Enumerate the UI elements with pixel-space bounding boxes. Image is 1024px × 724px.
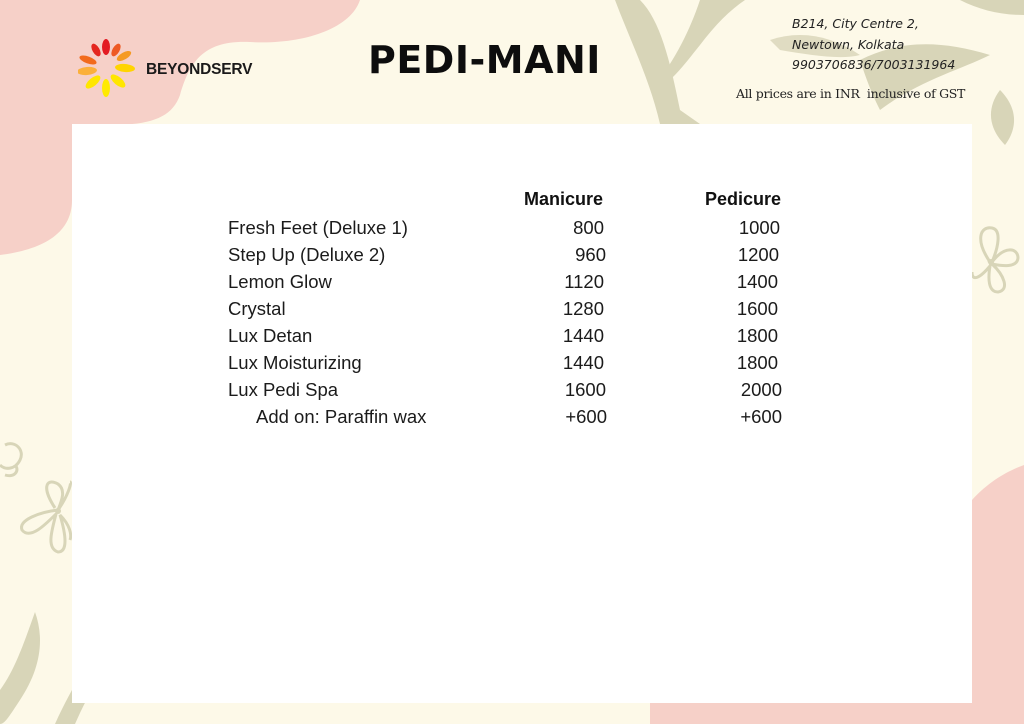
column-header-manicure: Manicure: [524, 189, 604, 209]
manicure-price: 1120: [564, 271, 604, 292]
flower-outline-left: [0, 444, 71, 552]
service-name: Step Up (Deluxe 2): [228, 244, 386, 265]
manicure-price: 800: [573, 217, 604, 238]
manicure-price: 1440: [562, 352, 604, 373]
pedicure-price: 2000: [740, 379, 782, 400]
table-row: [228, 325, 828, 352]
service-name: Fresh Feet (Deluxe 1): [228, 217, 408, 238]
manicure-price: 1280: [562, 298, 604, 319]
table-row: [228, 379, 828, 406]
pedicure-price: +600: [740, 406, 782, 427]
table-row: [228, 352, 828, 379]
manicure-price: 1600: [564, 379, 606, 400]
pedicure-price: 1400: [736, 271, 778, 292]
page-title: PEDI-MANI: [368, 38, 601, 82]
pedicure-price: 1600: [736, 298, 778, 319]
table-row: [228, 298, 828, 325]
address-line: Newtown, Kolkata: [792, 36, 905, 52]
brand-name: BEYONDSERV: [146, 61, 253, 78]
flower-outline-right: [972, 228, 1018, 292]
address-line: B214, City Centre 2,: [792, 16, 919, 31]
table-row: [228, 244, 828, 271]
table-row: [228, 217, 828, 244]
price-note: All prices are in INR inclusive of GST: [736, 86, 966, 101]
address-block: [792, 14, 955, 76]
pedicure-price: 1200: [737, 244, 779, 265]
service-name: Lux Moisturizing: [228, 352, 362, 373]
column-header-pedicure: Pedicure: [705, 189, 782, 209]
pedicure-price: 1800: [736, 325, 778, 346]
service-name: Crystal: [228, 298, 286, 319]
pedicure-price: 1800: [736, 352, 778, 373]
manicure-price: 960: [575, 244, 606, 265]
service-name: Lux Detan: [228, 325, 313, 346]
service-name: Lux Pedi Spa: [228, 379, 339, 400]
pedicure-price: 1000: [738, 217, 780, 238]
table-row-addon: [228, 406, 828, 433]
service-name: Add on: Paraffin wax: [256, 406, 427, 427]
manicure-price: +600: [565, 406, 607, 427]
table-row: [228, 271, 828, 298]
phone-numbers: 9903706836/7003131964: [792, 57, 956, 72]
service-name: Lemon Glow: [228, 271, 332, 292]
manicure-price: 1440: [562, 325, 604, 346]
